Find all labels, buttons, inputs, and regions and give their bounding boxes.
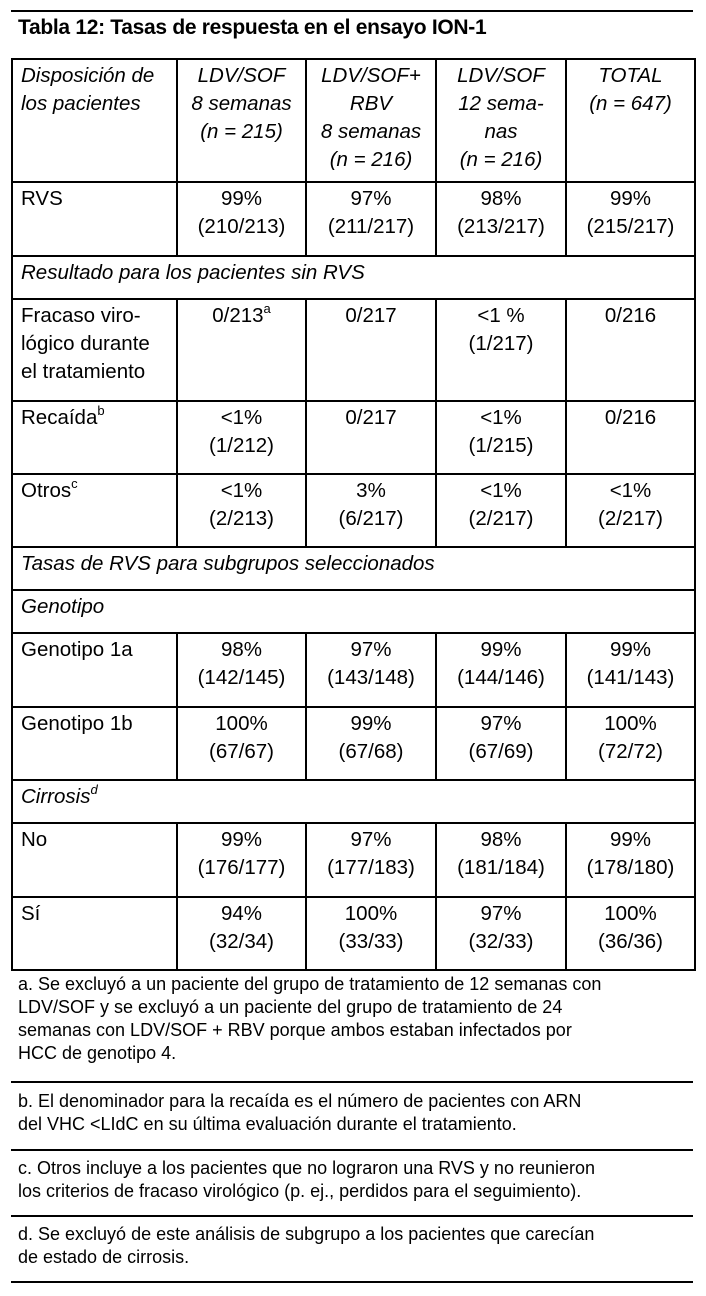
- row-label: Genotipo 1b: [12, 707, 177, 780]
- row-cirrhosis-no: [12, 823, 695, 897]
- cell: 3% (6/217): [306, 474, 436, 547]
- cell: <1% (2/217): [436, 474, 566, 547]
- section-heading: Genotipo: [12, 590, 695, 633]
- row-rvs: [12, 182, 695, 256]
- header-total: TOTAL (n = 647): [566, 59, 695, 182]
- cell: 99% (176/177): [177, 823, 306, 897]
- section-heading: Cirrosis$^d$: [12, 780, 695, 823]
- bottom-rule: [11, 1281, 693, 1283]
- row-label: Fracaso viro- lógico durante el tratamiento: [12, 299, 177, 401]
- cell: 99% (215/217): [566, 182, 695, 256]
- footnote-marker: c: [71, 476, 78, 491]
- cell: 100% (72/72): [566, 707, 695, 780]
- row-label: Recaída$^b$: [12, 401, 177, 474]
- top-rule: [11, 10, 693, 12]
- cell: 99% (144/146): [436, 633, 566, 707]
- row-label: No: [12, 823, 177, 897]
- cell: 0/217: [306, 401, 436, 474]
- section-heading: Resultado para los pacientes sin RVS: [12, 256, 695, 299]
- row-label: Otros$^c$: [12, 474, 177, 547]
- row-label: Sí: [12, 897, 177, 970]
- cell: 97% (32/33): [436, 897, 566, 970]
- row-label: RVS: [12, 182, 177, 256]
- footnote-d: d. Se excluyó de este análisis de subgrupo a los pacientes que carecían de estado de cirrosis.: [18, 1224, 595, 1267]
- cell: 99% (67/68): [306, 707, 436, 780]
- row-relapse: [12, 401, 695, 474]
- response-rates-table: [11, 58, 696, 971]
- row-genotype-1b: [12, 707, 695, 780]
- cell: <1% (2/213): [177, 474, 306, 547]
- footnote-a: a. Se excluyó a un paciente del grupo de tratamiento de 12 semanas con LDV/SOF y se excluyó a un paciente del grupo de tratamiento de 24 semanas con LDV/SOF + RBV porque ambos estaban infectados por HCC de genotipo 4.: [18, 974, 602, 1063]
- row-genotype-1a: [12, 633, 695, 707]
- cell: 97% (211/217): [306, 182, 436, 256]
- footnote-divider: [11, 1215, 693, 1217]
- section-subgroups-row: [12, 547, 695, 590]
- header-ldv-sof-8w: LDV/SOF 8 semanas (n = 215): [177, 59, 306, 182]
- footnote-b: b. El denominador para la recaída es el número de pacientes con ARN del VHC <LIdC en su última evaluación durante el tratamiento.: [18, 1091, 582, 1134]
- cell: <1% (2/217): [566, 474, 695, 547]
- cell: 97% (177/183): [306, 823, 436, 897]
- cell: 0/216: [566, 401, 695, 474]
- table-title: Tabla 12: Tasas de respuesta en el ensayo ION-1: [18, 16, 487, 39]
- section-cirrhosis-row: [12, 780, 695, 823]
- cell: 99% (178/180): [566, 823, 695, 897]
- cell: <1% (1/212): [177, 401, 306, 474]
- footnote-marker: b: [97, 403, 105, 418]
- header-ldv-sof-rbv-8w: LDV/SOF+ RBV 8 semanas (n = 216): [306, 59, 436, 182]
- header-ldv-sof-12w: LDV/SOF 12 sema- nas (n = 216): [436, 59, 566, 182]
- cell: 100% (67/67): [177, 707, 306, 780]
- cell: 0/213$^a$: [177, 299, 306, 401]
- cell: 0/217: [306, 299, 436, 401]
- cell: 94% (32/34): [177, 897, 306, 970]
- footnote-marker: a: [263, 301, 271, 316]
- cell: 100% (33/33): [306, 897, 436, 970]
- section-heading: Tasas de RVS para subgrupos seleccionados: [12, 547, 695, 590]
- section-genotype-row: [12, 590, 695, 633]
- footnote-c: c. Otros incluye a los pacientes que no lograron una RVS y no reunieron los criterios de fracaso virológico (p. ej., perdidos para el seguimiento).: [18, 1158, 596, 1201]
- cell: 98% (142/145): [177, 633, 306, 707]
- footnote-marker: d: [90, 782, 98, 797]
- header-row: [12, 59, 695, 182]
- row-others: [12, 474, 695, 547]
- row-virologic-failure: [12, 299, 695, 401]
- footnote-divider: [11, 1149, 693, 1151]
- footnote-divider: [11, 1081, 693, 1083]
- cell: 98% (181/184): [436, 823, 566, 897]
- cell: <1 % (1/217): [436, 299, 566, 401]
- cell: 98% (213/217): [436, 182, 566, 256]
- cell: <1% (1/215): [436, 401, 566, 474]
- row-cirrhosis-yes: [12, 897, 695, 970]
- cell: 0/216: [566, 299, 695, 401]
- cell: 97% (67/69): [436, 707, 566, 780]
- cell: 99% (141/143): [566, 633, 695, 707]
- cell: 97% (143/148): [306, 633, 436, 707]
- header-disposition: Disposición de los pacientes: [12, 59, 177, 182]
- cell: 100% (36/36): [566, 897, 695, 970]
- row-label: Genotipo 1a: [12, 633, 177, 707]
- section-outcome-row: [12, 256, 695, 299]
- cell: 99% (210/213): [177, 182, 306, 256]
